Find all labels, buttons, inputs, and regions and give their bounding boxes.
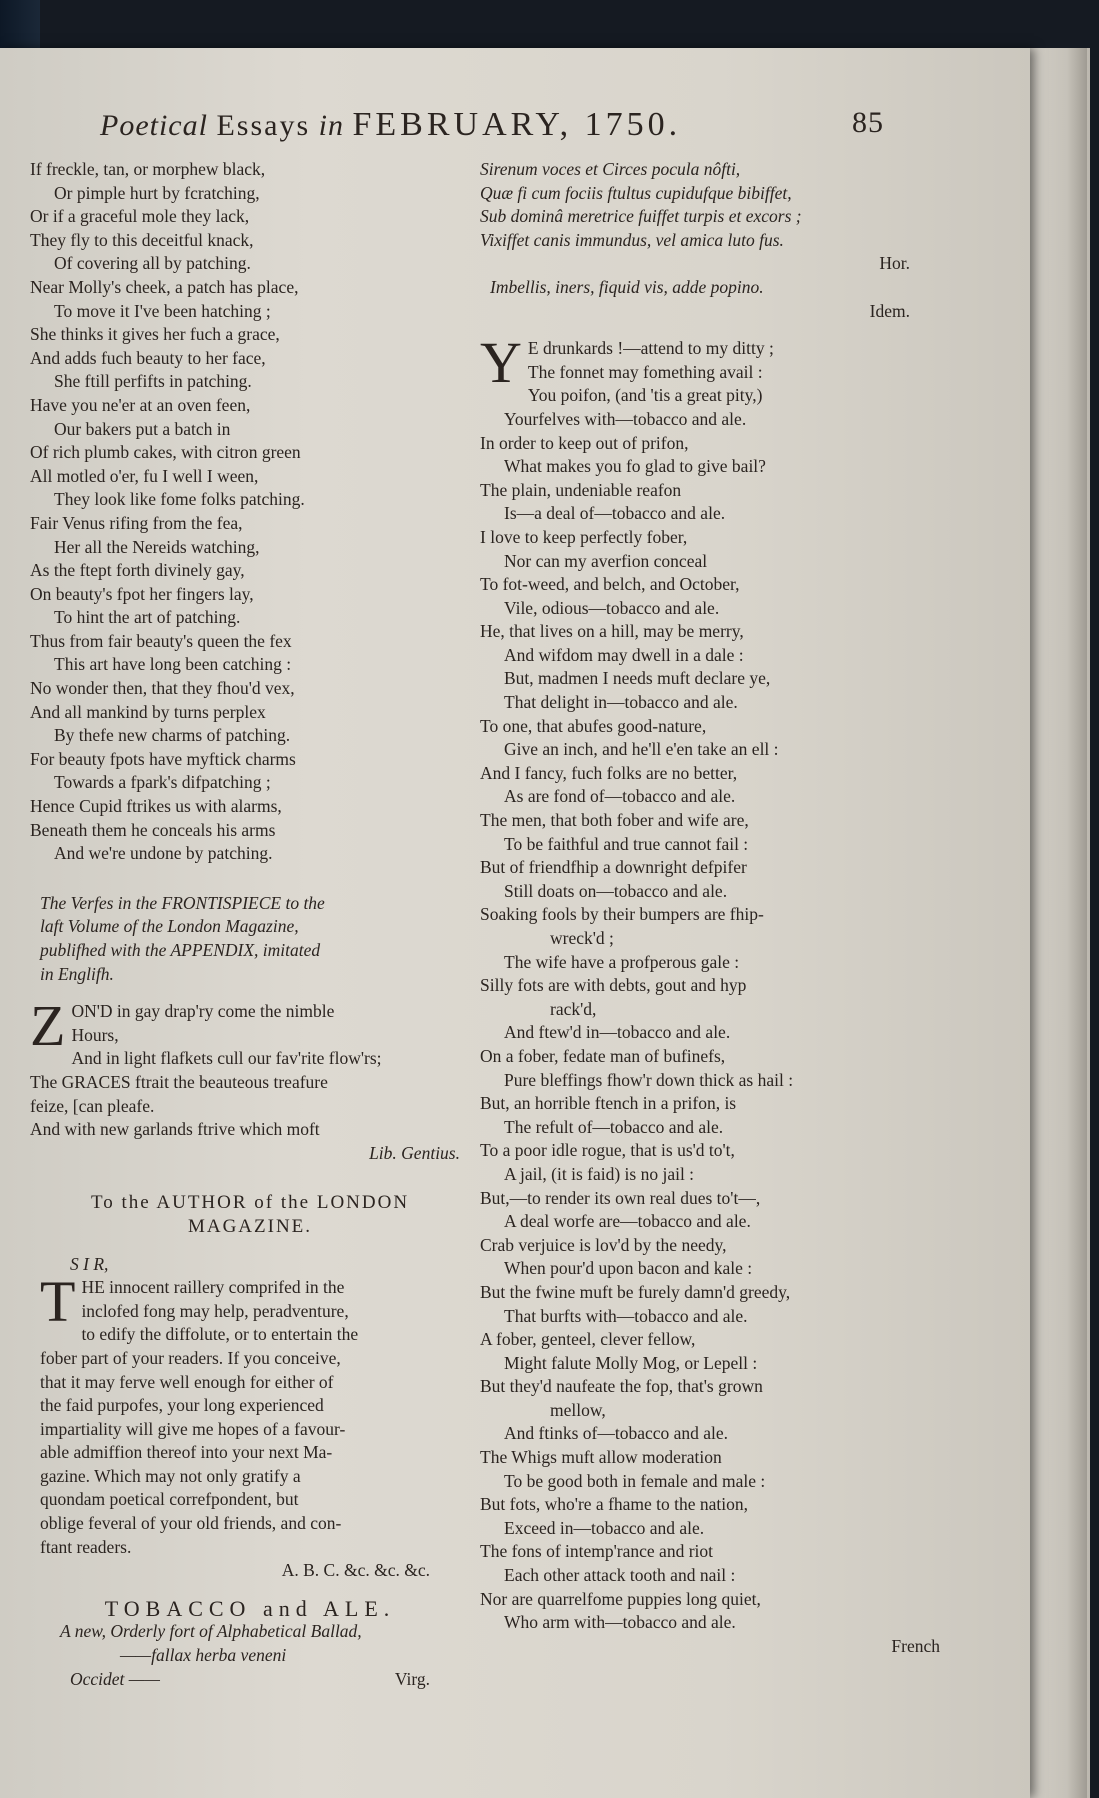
verses-heading-line: publifhed with the APPENDIX, imitated xyxy=(40,940,321,960)
poem-line: Our bakers put a batch in xyxy=(54,418,231,439)
ballad-line: I love to keep perfectly fober, xyxy=(480,526,688,547)
latin-source-idem: Idem. xyxy=(869,300,910,321)
ballad-line: Nor are quarrelfome puppies long quiet, xyxy=(480,1588,761,1609)
poem-line: They look like fome folks patching. xyxy=(54,489,305,510)
ballad-line: When pour'd upon bacon and kale : xyxy=(504,1258,753,1279)
drop-cap-z: Z xyxy=(30,993,66,1059)
zond-line: Hours, xyxy=(71,1024,119,1045)
catchword: French xyxy=(891,1635,940,1656)
ballad-line: But they'd naufeate the fop, that's grown xyxy=(480,1376,763,1397)
ballad-line: The fons of intemp'rance and riot xyxy=(480,1541,714,1562)
poem-line: To move it I've been hatching ; xyxy=(54,300,271,321)
letter-line: the faid purpofes, your long experienced xyxy=(40,1395,324,1416)
ballad-line: He, that lives on a hill, may be merry, xyxy=(480,621,744,642)
poem-line: Have you ne'er at an oven feen, xyxy=(30,394,251,415)
ballad-line: To be good both in female and male : xyxy=(504,1470,766,1491)
ballad-line: But of friendfhip a downright defpifer xyxy=(480,857,747,878)
ballad-line: A fober, genteel, clever fellow, xyxy=(480,1329,696,1350)
poem-line: To hint the art of patching. xyxy=(54,607,241,628)
epigraph-line-1: ——fallax herba veneni xyxy=(120,1645,287,1666)
ballad-line: Each other attack tooth and nail : xyxy=(504,1565,736,1586)
zond-line: ON'D in gay drap'ry come the nimble xyxy=(71,1001,335,1022)
letter-line: gazine. Which may not only gratify a xyxy=(40,1465,301,1486)
zond-line: And with new garlands ftrive which moft xyxy=(30,1119,320,1140)
ballad-line: Who arm with—tobacco and ale. xyxy=(504,1612,736,1633)
ballad-line: The Whigs muft allow moderation xyxy=(480,1447,722,1468)
latin-line: Sirenum voces et Circes pocula nôfti, xyxy=(480,159,741,179)
ballad-line: rack'd, xyxy=(550,998,597,1019)
poem-line: And we're undone by patching. xyxy=(54,843,273,864)
letter-line: impartiality will give me hopes of a favour- xyxy=(40,1418,346,1439)
letter-line: fober part of your readers. If you conceive, xyxy=(40,1347,341,1368)
poem-line: Fair Venus rifing from the fea, xyxy=(30,512,243,533)
verses-heading-line: in Englifh. xyxy=(40,963,114,984)
verses-heading-line: The Verfes in the FRONTISPIECE to the xyxy=(40,892,325,913)
zond-line: The GRACES ftrait the beauteous treafure xyxy=(30,1071,328,1092)
poem-line: Near Molly's cheek, a patch has place, xyxy=(30,276,299,297)
epigraph-line-2 xyxy=(30,1668,470,1692)
poem-line: By thefe new charms of patching. xyxy=(54,725,291,746)
poem-line: And adds fuch beauty to her face, xyxy=(30,347,266,368)
ballad-line: And wifdom may dwell in a dale : xyxy=(504,644,744,665)
drop-cap-y: Y xyxy=(480,330,522,396)
letter-line: inclofed fong may help, peradventure, xyxy=(81,1300,349,1321)
ballad-line: To a poor idle rogue, that is us'd to't, xyxy=(480,1140,735,1161)
ballad-line: To fot-weed, and belch, and October, xyxy=(480,574,740,595)
ballad-line: Pure bleffings fhow'r down thick as hail : xyxy=(504,1069,794,1090)
ballad-line: Give an inch, and he'll e'en take an ell : xyxy=(504,739,779,760)
running-header xyxy=(100,106,900,144)
latin-source-hor: Hor. xyxy=(879,253,910,274)
latin-line-2: Imbellis, iners, fiquid vis, adde popino. xyxy=(490,276,764,297)
ballad-line: The plain, undeniable reafon xyxy=(480,479,682,500)
ballad-subtitle: A new, Orderly fort of Alphabetical Ballad, xyxy=(60,1621,362,1642)
book-page xyxy=(0,48,1030,1798)
zond-line: feize, [can pleafe. xyxy=(30,1095,155,1116)
ballad-line: But, an horrible ftench in a prifon, is xyxy=(480,1093,737,1114)
ballad-line: You poifon, (and 'tis a great pity,) xyxy=(527,385,763,406)
ballad-line: On a fober, fedate man of bufinefs, xyxy=(480,1045,726,1066)
ballad-line: To one, that abufes good-nature, xyxy=(480,715,707,736)
header-prefix: Poetical xyxy=(100,109,208,142)
ballad-line: Yourfelves with—tobacco and ale. xyxy=(504,408,747,429)
poem-line: Hence Cupid ftrikes us with alarms, xyxy=(30,796,282,817)
left-column xyxy=(30,158,470,1691)
ballad-line: But the fwine muft be furely damn'd greedy, xyxy=(480,1281,791,1302)
latin-line: Vixiffet canis immundus, vel amica luto fus. xyxy=(480,229,784,250)
poem-line: No wonder then, that they fhou'd vex, xyxy=(30,678,295,699)
letter-line: that it may ferve well enough for either of xyxy=(40,1371,334,1392)
header-in: in xyxy=(318,109,344,142)
poem-line: And all mankind by turns perplex xyxy=(30,701,266,722)
ballad-line: The wife have a profperous gale : xyxy=(504,951,740,972)
zond-line: And in light flafkets cull our fav'rite flow'rs; xyxy=(71,1048,382,1069)
ballad-line: That burfts with—tobacco and ale. xyxy=(504,1305,748,1326)
letter-heading: To the AUTHOR of the LONDON xyxy=(90,1192,410,1214)
poem-line: Towards a fpark's difpatching ; xyxy=(54,772,271,793)
letter-line: quondam poetical correfpondent, but xyxy=(40,1489,299,1510)
poem-line: Her all the Nereids watching, xyxy=(54,536,260,557)
patching-poem xyxy=(30,158,470,866)
poem-line: Beneath them he conceals his arms xyxy=(30,819,276,840)
ballad-title: TOBACCO and ALE. xyxy=(104,1595,396,1621)
ballad-line: Might falute Molly Mog, or Lepell : xyxy=(504,1352,758,1373)
latin-epigraph xyxy=(480,158,940,252)
salutation: S I R, xyxy=(70,1253,109,1274)
epigraph-text: Occidet —— xyxy=(70,1668,160,1689)
letter-line: able admiffion thereof into your next Ma- xyxy=(40,1442,333,1463)
poem-line: They fly to this deceitful knack, xyxy=(30,229,254,250)
ballad-line: But fots, who're a fhame to the nation, xyxy=(480,1494,749,1515)
poem-line: On beauty's fpot her fingers lay, xyxy=(30,583,254,604)
ballad-line: And ftew'd in—tobacco and ale. xyxy=(504,1022,731,1043)
ballad-line: Exceed in—tobacco and ale. xyxy=(504,1517,705,1538)
poem-line: If freckle, tan, or morphew black, xyxy=(30,159,266,179)
ballad-line: Crab verjuice is lov'd by the needy, xyxy=(480,1234,727,1255)
ballad-line: Nor can my averfion conceal xyxy=(504,550,708,571)
ballad-line: But, madmen I needs muft declare ye, xyxy=(504,668,771,689)
ballad-line: That delight in—tobacco and ale. xyxy=(504,692,738,713)
ballad-line: Vile, odious—tobacco and ale. xyxy=(504,597,720,618)
ballad-line: The refult of—tobacco and ale. xyxy=(504,1116,724,1137)
poem-line: Of covering all by patching. xyxy=(54,253,251,274)
tobacco-ballad xyxy=(480,330,940,1635)
poem-line: Thus from fair beauty's queen the fex xyxy=(30,630,292,651)
poem-line: She ftill perfifts in patching. xyxy=(54,371,252,392)
poem-line: Or pimple hurt by fcratching, xyxy=(54,182,260,203)
letter-line: HE innocent raillery comprifed in the xyxy=(81,1277,345,1298)
letter-line: oblige feveral of your old friends, and con- xyxy=(40,1513,342,1534)
ballad-line: Silly fots are with debts, gout and hyp xyxy=(480,975,747,996)
page-number: 85 xyxy=(852,106,884,139)
letter-line: ftant readers. xyxy=(40,1536,132,1557)
right-column xyxy=(480,158,940,1658)
ballad-line: Soaking fools by their bumpers are fhip- xyxy=(480,904,764,925)
latin-line: Sub dominâ meretrice fuiffet turpis et excors ; xyxy=(480,206,802,227)
poem-line: Or if a graceful mole they lack, xyxy=(30,206,250,227)
latin-line: Quæ fi cum fociis ftultus cupidufque bibiffet, xyxy=(480,182,792,203)
zond-verse xyxy=(30,993,470,1142)
header-essays: Essays xyxy=(216,109,311,142)
ballad-line: To be faithful and true cannot fail : xyxy=(504,833,749,854)
epigraph-source: Virg. xyxy=(394,1668,430,1689)
poem-line: She thinks it gives her fuch a grace, xyxy=(30,324,280,345)
letter-line: to edify the diffolute, or to entertain the xyxy=(81,1324,359,1345)
ballad-line: What makes you fo glad to give bail? xyxy=(504,456,766,477)
ballad-line: A jail, (it is faid) is no jail : xyxy=(504,1163,695,1184)
ballad-line: In order to keep out of prifon, xyxy=(480,432,689,453)
ballad-line: A deal worfe are—tobacco and ale. xyxy=(504,1211,751,1232)
poem-line: As the ftept forth divinely gay, xyxy=(30,560,245,581)
ballad-line: And I fancy, fuch folks are no better, xyxy=(480,762,738,783)
ballad-line: mellow, xyxy=(550,1399,606,1420)
ballad-line: wreck'd ; xyxy=(550,928,614,948)
ballad-line: As are fond of—tobacco and ale. xyxy=(504,786,736,807)
ballad-line: Still doats on—tobacco and ale. xyxy=(504,880,728,901)
poem-line: All motled o'er, fu I well I ween, xyxy=(30,465,259,486)
letter-body xyxy=(30,1269,470,1559)
poem-line: Of rich plumb cakes, with citron green xyxy=(30,442,301,463)
letter-heading-2: MAGAZINE. xyxy=(187,1215,313,1237)
poem-line: This art have long been catching : xyxy=(54,654,292,675)
verses-heading-line: laft Volume of the London Magazine, xyxy=(40,916,299,937)
ballad-line: Is—a deal of—tobacco and ale. xyxy=(504,503,726,524)
ballad-line: The fonnet may fomething avail : xyxy=(527,361,763,382)
ballad-line: But,—to render its own real dues to't—, xyxy=(480,1187,761,1208)
zond-source: Lib. Gentius. xyxy=(369,1142,460,1163)
ballad-line: And ftinks of—tobacco and ale. xyxy=(504,1423,729,1444)
ballad-line: The men, that both fober and wife are, xyxy=(480,810,749,831)
ballad-line: E drunkards !—attend to my ditty ; xyxy=(527,338,774,359)
verses-heading xyxy=(30,892,470,986)
header-month-year: FEBRUARY, 1750. xyxy=(352,106,682,143)
drop-cap-t: T xyxy=(40,1269,76,1335)
signature: A. B. C. &c. &c. &c. xyxy=(281,1560,430,1581)
poem-line: For beauty fpots have myftick charms xyxy=(30,748,296,769)
